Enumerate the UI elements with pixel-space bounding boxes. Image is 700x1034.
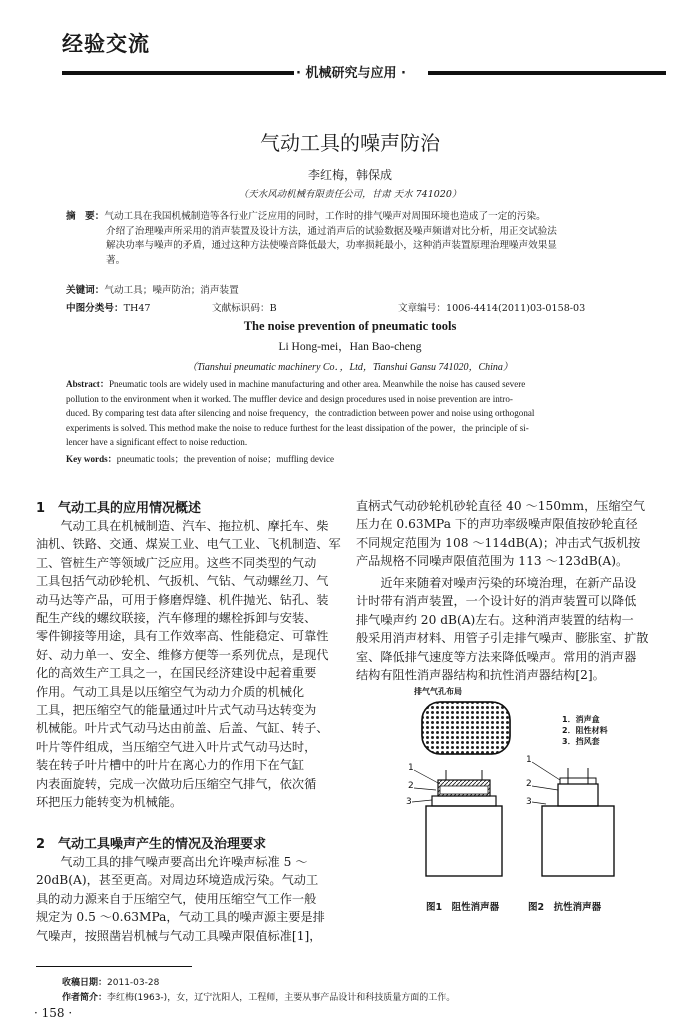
column-label: 经验交流 [62,32,150,56]
paragraph-line: 机械能。叶片式气动马达由前盖、后盖、气缸、转子、 [36,721,329,736]
section-2-heading: 2 气动工具噪声产生的情况及治理要求 [36,837,267,852]
abstract-cn-line: 介绍了治理噪声所采用的消声装置及设计方法，通过消声后的试验数据及噪声频谱对比分析，用正交试验法 [106,225,557,237]
muffler-drawing [400,690,660,890]
exhaust-layout-label: 排气气孔布局 [414,687,462,696]
affiliation-en: （Tianshui pneumatic machinery Co．，Ltd，Tianshui Gansu 741020，China） [187,362,513,373]
paragraph-line: 不同规定范围为 108 ～114dB(A)；冲击式气扳机按 [356,535,641,550]
figure-2-caption: 图2 抗性消声器 [528,902,602,913]
paragraph-line: 压力在 0.63MPa 下的声功率级噪声限值按砂轮直径 [356,517,638,532]
part-number: 1 [408,763,414,773]
figure-1-caption: 图1 阻性消声器 [426,902,500,913]
title-cn: 气动工具的噪声防治 [260,131,440,155]
paragraph-line: 直柄式气动砂轮机砂轮直径 40 ～150mm，压缩空气 [356,499,646,513]
paragraph-line: 排气噪声约 20 dB(A)左右。这种消声装置的结构一 [356,612,634,627]
page-number: · 158 · [34,1006,73,1020]
paragraph-line: 环把压力能转变为机械能。 [36,795,183,810]
bio-label: 作者简介： [62,993,108,1003]
part-number: 1 [526,755,532,765]
exhaust-hole-layout [422,702,510,754]
header-rule-right [428,71,666,75]
bio-value: 李红梅(1963-)，女，辽宁沈阳人，工程师，主要从事产品设计和科技质量方面的工作。 [107,993,456,1003]
paragraph-line: 规定为 0.5 ～0.63MPa，气动工具的噪声源主要是排 [36,910,325,925]
paragraph-line: 动马达等产品，可用于修磨焊缝、机件抛光、钻孔、装 [36,592,329,607]
paragraph-line: 般采用消声材料、用管子引走排气噪声、膨胀室、扩散 [356,631,649,646]
abstract-cn-line: 著。 [106,254,126,266]
paragraph-line: 产品规格不同噪声限值范围为 113 ～123dB(A)。 [356,554,629,569]
received-date [62,975,159,988]
paragraph-line: 20dB(A)，甚至更高。对周边环境造成污染。气动工 [36,873,319,888]
part-number: 3 [406,797,412,807]
paragraph-line: 工具包括气动砂轮机、气扳机、气钻、气动螺丝刀、气 [36,574,329,589]
abstract-en-line: duced. By comparing test data after silencing and noise frequency，the contradiction between power and noise using orthogonal [66,408,535,419]
abstract-en-label: Abstract： [66,379,109,389]
clc-number [66,302,151,317]
legend-item: 3．挡风套 [562,737,600,746]
paragraph-line: 气动工具在机械制造、汽车、拖拉机、摩托车、柴 [36,519,329,533]
affiliation-cn: （天水风动机械有限责任公司，甘肃 天水 741020） [238,189,462,200]
paragraph-line: 配生产线的螺纹联接，汽车修理的螺栓拆卸与安装、 [36,611,317,626]
paragraph-line: 内表面旋转，完成一次做功后压缩空气排气，依次循 [36,776,317,791]
article-number-label: 文章编号： [398,303,446,314]
keywords-cn-label: 关键词： [66,285,105,296]
part-number: 2 [526,779,532,789]
paragraph-line: 工、管桩生产等领域广泛应用。这些不同类型的气动 [36,555,317,570]
keywords-en-value: pneumatic tools；the prevention of noise；muffling device [116,453,335,464]
paragraph-line: 装在转子叶片槽中的叶片在离心力的作用下在气缸 [36,758,305,773]
doc-code-label: 文献标识码： [212,303,270,314]
figure-muffler-diagrams [400,687,660,890]
keywords-cn [66,284,239,299]
section-label: · 机械研究与应用 · [296,66,406,81]
abstract-cn-line: 气动工具在我国机械制造等各行业广泛应用的同时，工作时的排气噪声对周围环境也造成了一定的污染。 [104,211,546,222]
authors-cn: 李红梅，韩保成 [307,168,392,182]
received-value: 2011-03-28 [107,978,160,988]
paragraph-line: 工具，把压缩空气的能量通过叶片式气动马达转变为 [36,703,317,718]
paragraph-line: 好、动力单一、安全、维修方便等一系列优点，是现代 [36,647,329,662]
article-number [398,302,585,317]
abstract-cn-line: 解决功率与噪声的矛盾，通过这种方法使噪音降低最大，功率损耗最小，这种消声装置原理治理噪声效果显 [106,240,557,252]
paragraph-line: 近年来随着对噪声污染的环境治理，在新产品设 [356,576,637,590]
legend-item: 2．阻性材料 [562,726,608,735]
paragraph-line: 气噪声，按照凿岩机械与气动工具噪声限值标准[1]， [36,928,322,943]
resistive-muffler [412,770,502,876]
paragraph-line: 计时带有消声装置，一个设计好的消声装置可以降低 [356,594,637,609]
author-bio [62,990,455,1003]
paragraph-line: 叶片等件组成，当压缩空气进入叶片式气动马达时， [36,739,317,754]
abstract-cn-label: 摘 要： [66,211,105,222]
right-column-text-a [356,497,668,571]
right-column-text-b [356,574,668,684]
footnote-rule [36,966,192,967]
figure-legend [562,714,608,747]
part-number: 2 [408,781,414,791]
abstract-en [66,377,666,467]
doc-code [212,302,277,317]
legend-item: 1．消声盒 [562,715,600,724]
paragraph-line: 零件铆接等用途，具有工作效率高、性能稳定、可靠性 [36,629,329,644]
keywords-en-label: Key words： [66,453,117,464]
title-en: The noise prevention of pneumatic tools [243,319,457,333]
article-number-value: 1006-4414(2011)03-0158-03 [445,303,586,314]
received-label: 收稿日期： [62,978,108,988]
paragraph-line: 结构有阻性消声器结构和抗性消声器结构[2]。 [356,668,605,683]
paragraph-line: 气动工具的排气噪声要高出允许噪声标准 5 ～ [36,855,308,869]
section-1-heading: 1 气动工具的应用情况概述 [36,501,202,516]
clc-value: TH47 [123,303,151,314]
reactive-muffler [532,762,614,876]
abstract-en-line: Pneumatic tools are widely used in machine manufacturing and other area. Meanwhile the noise has caused severe [108,379,526,389]
doc-code-value: B [269,303,277,314]
part-number: 3 [526,797,532,807]
paragraph-line: 具的动力源来自于压缩空气，使用压缩空气工作一般 [36,891,317,906]
section-2-body [36,853,342,945]
abstract-cn [66,210,666,268]
keywords-cn-value: 气动工具；噪声防治；消声装置 [104,285,239,296]
section-1-body [36,517,342,812]
clc-label: 中图分类号： [66,303,124,314]
header-rule-left [62,71,294,75]
paragraph-line: 化的高效生产工具之一，在国民经济建设中起着重要 [36,666,317,681]
abstract-en-line: pollution to the environment when it worked. The muffler device and design procedures used in noise prevention are intro- [66,393,513,404]
paragraph-line: 室、降低排气速度等方法来降低噪声。常用的消声器 [356,649,637,664]
abstract-en-line: lencer have a significant effect to noise reduction. [66,437,248,448]
paragraph-line: 作用。气动工具是以压缩空气为动力介质的机械化 [36,684,305,699]
authors-en: Li Hong-mei，Han Bao-cheng [278,341,422,353]
abstract-en-line: experiments is solved. This method make the noise to reduce furthest for the least dissipation of the power，the principle of si- [66,422,529,433]
paragraph-line: 油机、铁路、交通、煤炭工业、电气工业、飞机制造、军 [36,537,341,552]
